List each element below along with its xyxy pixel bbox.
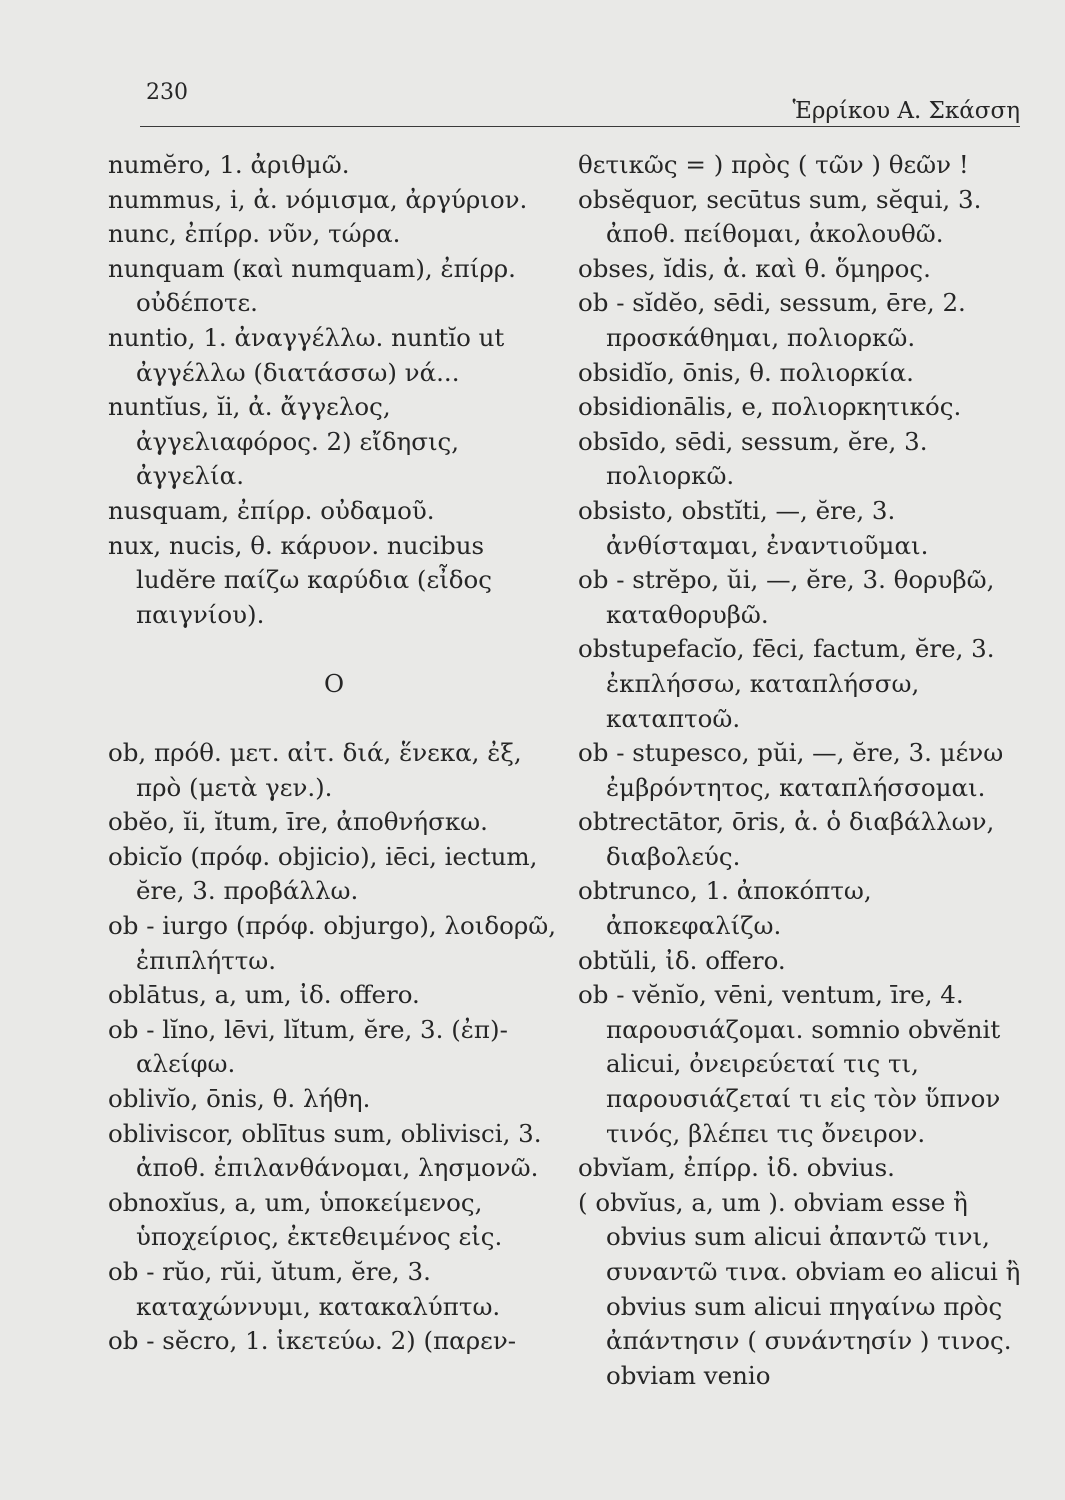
dictionary-entry: obtrectātor, ōris, ἀ. ὁ διαβάλλων, διαβολεύς. — [578, 807, 995, 871]
dictionary-entry: obsidionālis, e, πολιορκητικός. — [578, 392, 962, 422]
left-column — [108, 148, 560, 1359]
dictionary-entry: obliviscor, oblītus sum, oblivisci, 3. ἀποθ. ἐπιλανθάνομαι, λησμονῶ. — [108, 1118, 542, 1183]
dictionary-entry: nunquam (καὶ numquam), ἐπίρρ. οὐδέποτε. — [108, 253, 516, 318]
dictionary-entry: ob - strĕpo, ŭi, —, ĕre, 3. θορυβῶ, καταθορυβῶ. — [578, 565, 995, 629]
dictionary-entry: nuntio, 1. ἀναγγέλλω. nuntĭo ut ἀγγέλλω (διατάσσω) νά... — [108, 322, 505, 387]
dictionary-entry: obnoxĭus, a, um, ὑποκείμενος, ὑποχείριος, ἐκτεθειμένος εἰς. — [108, 1187, 503, 1252]
dictionary-entry: obsisto, obstĭti, —, ĕre, 3. ἀνθίσταμαι, ἐναντιοῦμαι. — [578, 495, 929, 560]
dictionary-entry: obĕo, ĭi, ĭtum, īre, ἀποθνήσκω. — [108, 807, 488, 837]
dictionary-entry: oblātus, a, um, ἰδ. offero. — [108, 980, 420, 1010]
header-rule — [140, 126, 1020, 127]
dictionary-entry: obsidĭo, ōnis, θ. πολιορκία. — [578, 357, 914, 387]
dictionary-entry: obtrunco, 1. ἀποκόπτω, ἀποκεφαλίζω. — [578, 876, 872, 941]
dictionary-entry: ob - iurgo (πρόφ. objurgo), λοιδορῶ, ἐπιπλήττω. — [108, 911, 557, 975]
dictionary-entry: ob - vĕnĭo, vēni, ventum, īre, 4. παρουσιάζομαι. somnio obvĕnit alicui, ὀνειρεύεταί τις τι, παρουσιάζεταί τι εἰς τὸν ὕπνον τινός, βλέπει τις ὄνειρον. — [578, 980, 1001, 1148]
dictionary-entry: obstupefacĭo, fēci, factum, ĕre, 3. ἐκπλήσσω, καταπλήσσω, καταπτοῶ. — [578, 634, 995, 733]
dictionary-entry: nummus, i, ἀ. νόμισμα, ἀργύριον. — [108, 184, 528, 214]
dictionary-entry: ob - sĕcro, 1. ἱκετεύω. 2) (παρεν- — [108, 1326, 516, 1356]
section-spacer — [108, 702, 560, 737]
dictionary-entry: ob - lĭno, lēvi, lĭtum, ĕre, 3. (ἐπ)-αλείφω. — [108, 1014, 508, 1079]
dictionary-entry: numĕro, 1. ἀριθμῶ. — [108, 150, 350, 179]
dictionary-entry: obsīdo, sēdi, sessum, ĕre, 3. πολιορκῶ. — [578, 426, 928, 491]
dictionary-entry: obses, ĭdis, ἀ. καὶ θ. ὅμηρος. — [578, 253, 931, 283]
dictionary-entry: obtŭli, ἰδ. offero. — [578, 945, 786, 975]
dictionary-entry: oblivĭo, ōnis, θ. λήθη. — [108, 1084, 371, 1114]
running-head: Ἑρρίκου Α. Σκάσση — [792, 98, 1020, 124]
dictionary-entry: nuntĭus, ĭi, ἀ. ἄγγελος, ἀγγελιαφόρος. 2) εἴδησις, ἀγγελία. — [108, 392, 460, 491]
dictionary-entry: obsĕquor, secūtus sum, sĕqui, 3. ἀποθ. πείθομαι, ἀκολουθῶ. — [578, 184, 982, 249]
dictionary-entry: ( obvĭus, a, um ). obviam esse ἢ obvius sum alicui ἀπαντῶ τινι, συναντῶ τινα. obviam eo alicui ἢ obvius sum alicui πηγαίνω πρὸς ἀπάντησιν ( συνάντησίν ) τινος. obviam venio — [578, 1187, 1021, 1390]
page-number: 230 — [146, 80, 188, 105]
right-column — [578, 148, 1030, 1393]
page-header — [140, 72, 1020, 124]
section-spacer — [108, 632, 560, 667]
section-heading: O — [323, 668, 345, 698]
dictionary-entry: ob - rŭo, rŭi, ŭtum, ĕre, 3. καταχώννυμι, κατακαλύπτω. — [108, 1257, 501, 1321]
dictionary-entry: obvĭam, ἐπίρρ. ἰδ. obvius. — [578, 1153, 895, 1183]
dictionary-entry: θετικῶς = ) πρὸς ( τῶν ) θεῶν ! — [578, 150, 969, 179]
dictionary-entry: nux, nucis, θ. κάρυον. nucibus ludĕre παίζω καρύδια (εἶδος παιγνίου). — [108, 530, 493, 629]
dictionary-entry: ob - stupesco, pŭi, —, ĕre, 3. μένω ἐμβρόντητος, καταπλήσσομαι. — [578, 738, 1004, 802]
dictionary-entry: obicĭo (πρόφ. objicio), iēci, iectum, ĕre, 3. προβάλλω. — [108, 841, 538, 906]
dictionary-entry: nunc, ἐπίρρ. νῦν, τώρα. — [108, 219, 401, 249]
dictionary-entry: ob - sĭdĕo, sēdi, sessum, ēre, 2. προσκάθημαι, πολιορκῶ. — [578, 288, 966, 352]
dictionary-entry: ob, πρόθ. μετ. αἰτ. διά, ἕνεκα, ἐξ, πρὸ (μετὰ γεν.). — [108, 738, 522, 802]
dictionary-entry: nusquam, ἐπίρρ. οὐδαμοῦ. — [108, 495, 435, 525]
